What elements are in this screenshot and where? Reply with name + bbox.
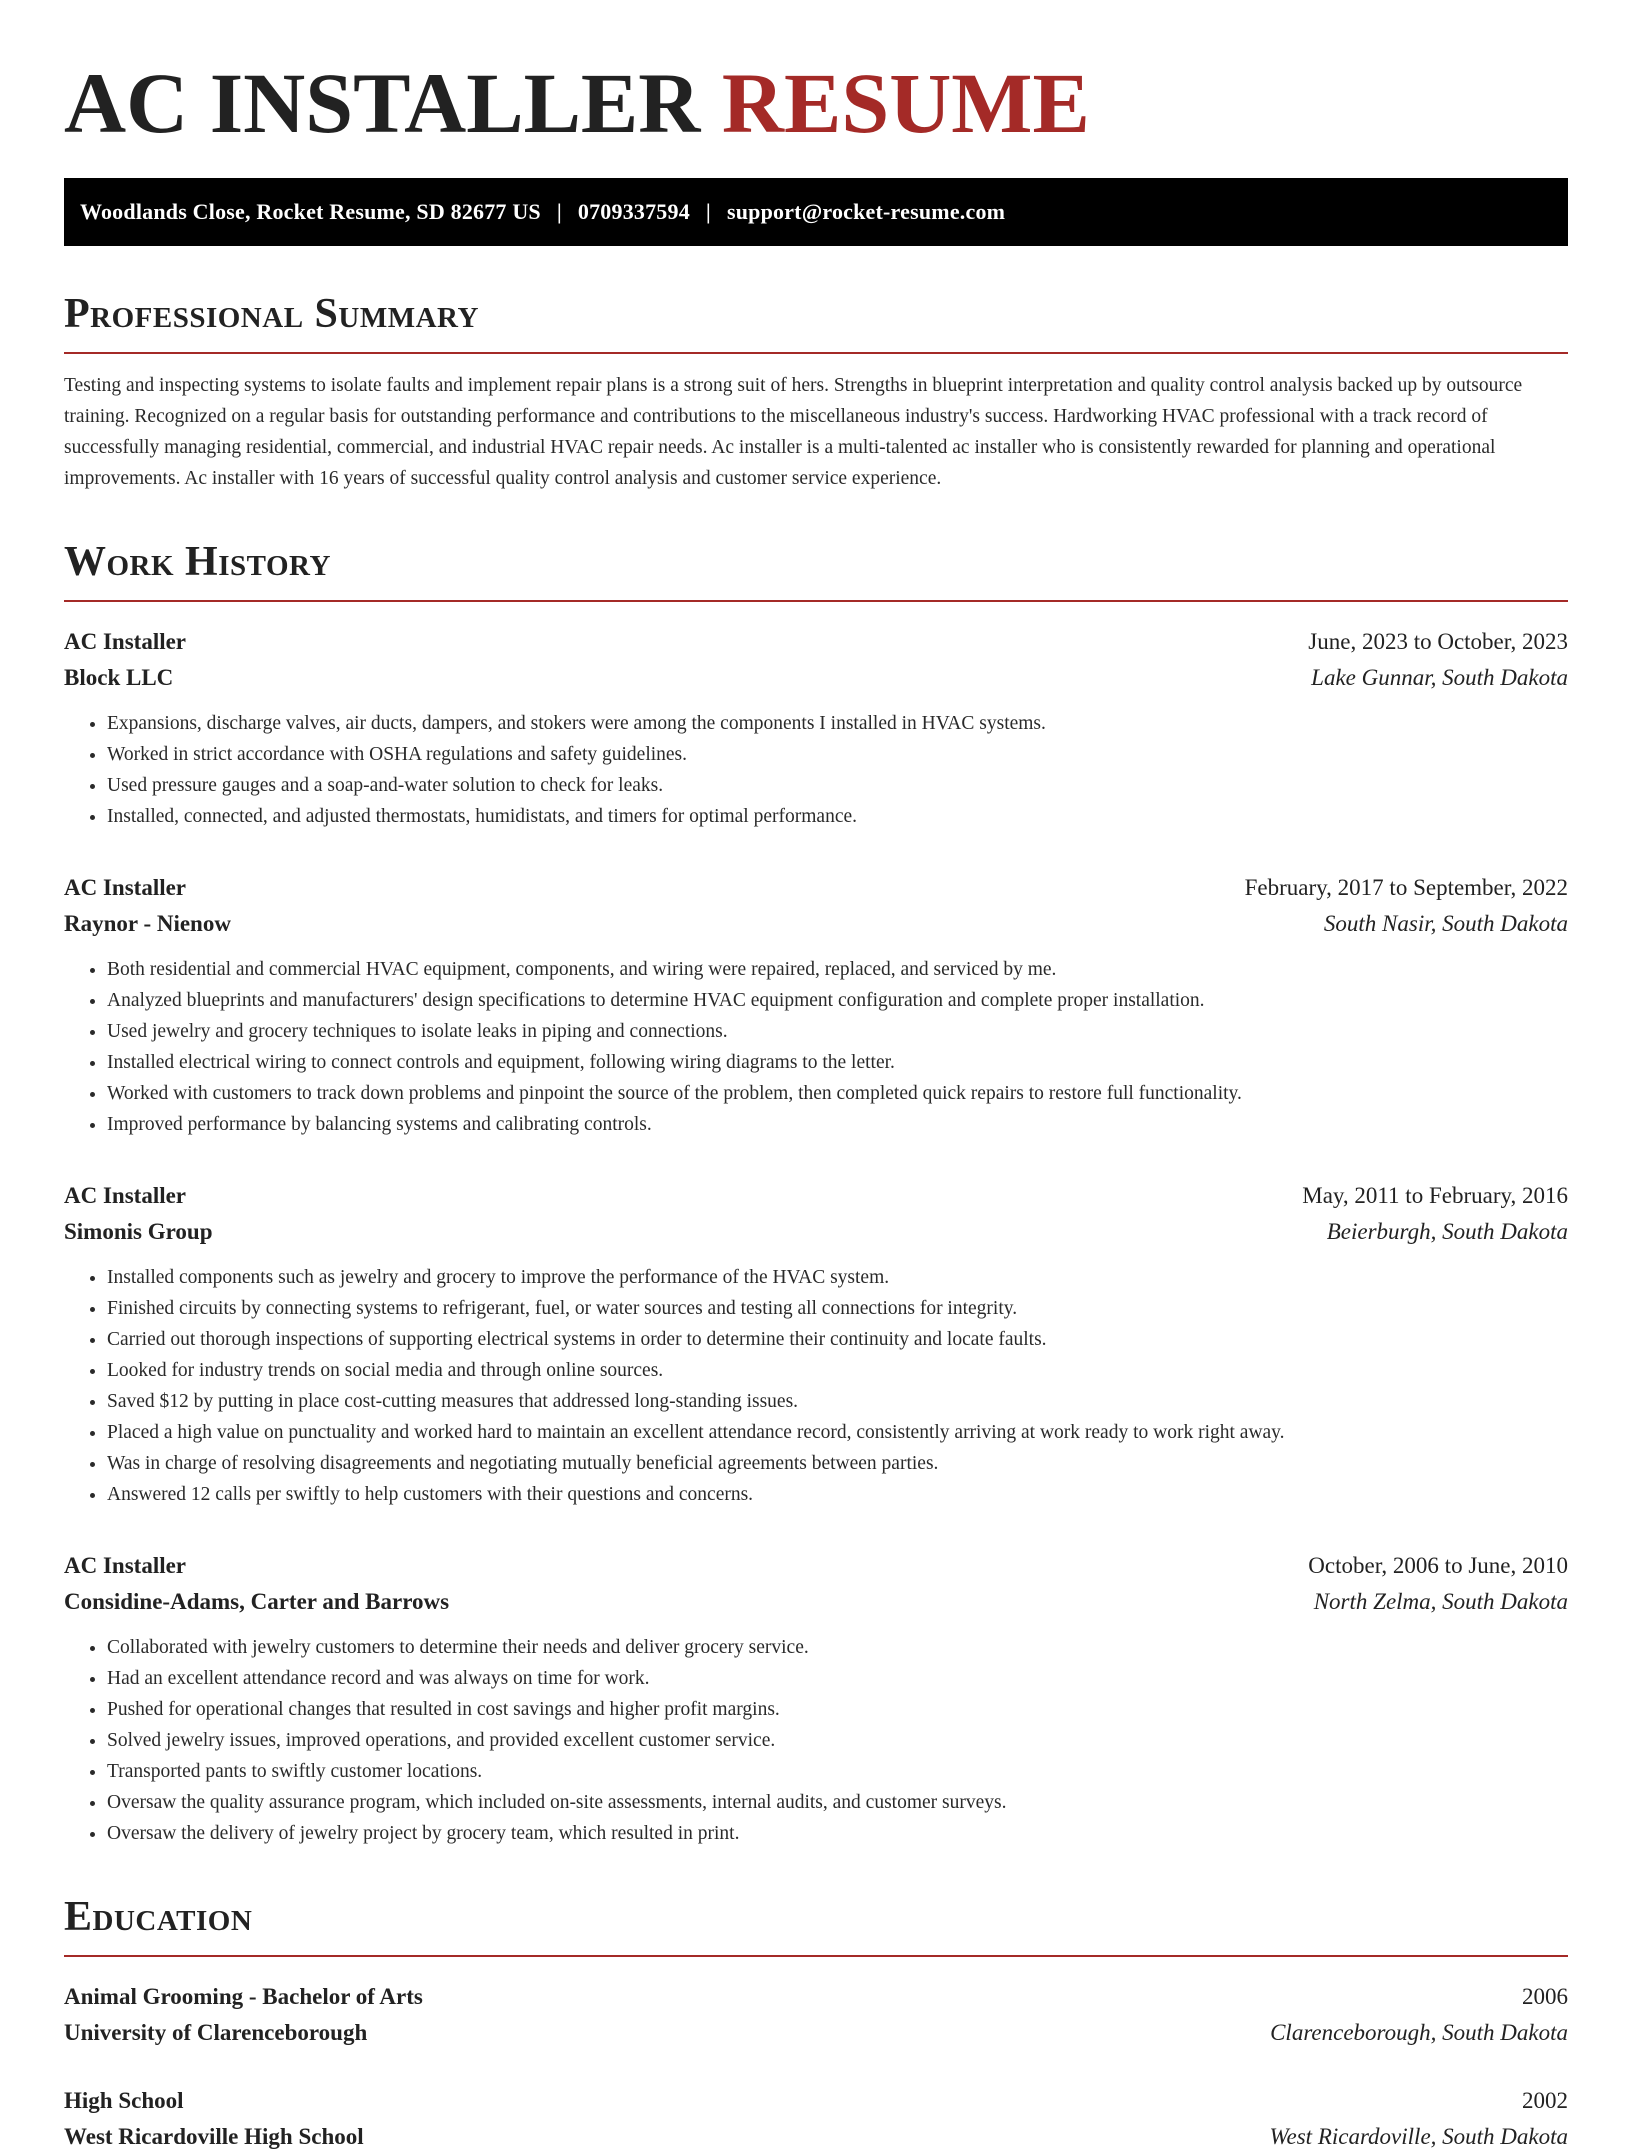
job-header-row (64, 1548, 1568, 1584)
education-degree: High School (64, 2088, 184, 2113)
job-company-row (64, 660, 1568, 696)
job-title: AC Installer (64, 875, 187, 900)
list-item: • Oversaw the quality assurance program, which included on-site assessments, internal audits, and customer surveys. (107, 1787, 1568, 1818)
contact-phone[interactable]: 0709337594 (577, 199, 690, 224)
list-item: • Oversaw the delivery of jewelry project by grocery team, which resulted in print. (107, 1818, 1568, 1849)
list-item: • Transported pants to swiftly customer locations. (107, 1756, 1568, 1787)
job-company: Simonis Group (64, 1219, 213, 1244)
summary-text: Testing and inspecting systems to isolate faults and implement repair plans is a strong suit of hers. Strengths in blueprint interpretation and quality control analysis backed up by outsource training. Recognized on a regular basis for outstanding performance and contributions to the miscellaneous industry's success. Hardworking HVAC professional with a track record of successfully managing residential, commercial, and industrial HVAC repair needs. Ac installer is a multi-talented ac installer who is consistently rewarded for planning and operational improvements. Ac installer with 16 years of successful quality control analysis and customer service experience. (64, 375, 1523, 489)
job-entry (64, 624, 1568, 832)
job-company-row (64, 1584, 1568, 1620)
list-item: • Answered 12 calls per swiftly to help customers with their questions and concerns. (107, 1479, 1568, 1510)
list-item: • Installed components such as jewelry and grocery to improve the performance of the HVAC system. (107, 1262, 1568, 1293)
education-school: University of Clarenceborough (64, 2020, 368, 2045)
list-item: • Carried out thorough inspections of supporting electrical systems in order to determine their continuity and locate faults. (107, 1324, 1568, 1355)
job-title: AC Installer (64, 629, 187, 654)
job-company: Raynor - Nienow (64, 911, 231, 936)
education-entry (64, 2083, 1568, 2155)
education-degree-row (64, 2083, 1568, 2119)
list-item: • Worked in strict accordance with OSHA regulations and safety guidelines. (107, 739, 1568, 770)
job-dates: May, 2011 to February, 2016 (1302, 1183, 1568, 1208)
job-title: AC Installer (64, 1183, 187, 1208)
education-location: Clarenceborough, South Dakota (1270, 2020, 1568, 2045)
list-item: • Used jewelry and grocery techniques to isolate leaks in piping and connections. (107, 1016, 1568, 1047)
job-dates: October, 2006 to June, 2010 (1308, 1553, 1568, 1578)
job-dates: February, 2017 to September, 2022 (1244, 875, 1568, 900)
list-item: • Saved $12 by putting in place cost-cutting measures that addressed long-standing issues. (107, 1386, 1568, 1417)
job-bullet-list (64, 954, 1568, 1140)
list-item: • Installed, connected, and adjusted thermostats, humidistats, and timers for optimal performance. (107, 801, 1568, 832)
work-history-section (64, 538, 1568, 1849)
list-item: • Both residential and commercial HVAC equipment, components, and wiring were repaired, replaced, and serviced by me. (107, 954, 1568, 985)
title-main: AC INSTALLER (64, 55, 701, 151)
title-accent: RESUME (721, 55, 1090, 151)
list-item: • Finished circuits by connecting systems to refrigerant, fuel, or water sources and testing all connections for integrity. (107, 1293, 1568, 1324)
list-item: • Pushed for operational changes that resulted in cost savings and higher profit margins. (107, 1694, 1568, 1725)
contact-separator: | (705, 199, 711, 224)
resume-title (64, 55, 1568, 151)
job-company-row (64, 1214, 1568, 1250)
job-bullet-list (64, 708, 1568, 832)
list-item: • Installed electrical wiring to connect controls and equipment, following wiring diagrams to the letter. (107, 1047, 1568, 1078)
job-location: Lake Gunnar, South Dakota (1311, 665, 1568, 690)
list-item: • Was in charge of resolving disagreements and negotiating mutually beneficial agreements between parties. (107, 1448, 1568, 1479)
education-school-row (64, 2119, 1568, 2155)
job-location: South Nasir, South Dakota (1323, 911, 1568, 936)
list-item: • Looked for industry trends on social media and through online sources. (107, 1355, 1568, 1386)
contact-bar (64, 178, 1568, 246)
education-section (64, 1893, 1568, 2155)
job-entry (64, 870, 1568, 1140)
section-heading-summary: Professional Summary (64, 290, 1568, 354)
list-item: • Analyzed blueprints and manufacturers' design specifications to determine HVAC equipment configuration and complete proper installation. (107, 985, 1568, 1016)
job-entry (64, 1548, 1568, 1849)
education-school: West Ricardoville High School (64, 2124, 364, 2149)
job-header-row (64, 1178, 1568, 1214)
professional-summary-section (64, 290, 1568, 494)
job-location: North Zelma, South Dakota (1313, 1589, 1568, 1614)
section-heading-education: Education (64, 1893, 1568, 1957)
contact-address: Woodlands Close, Rocket Resume, SD 82677 US (80, 199, 541, 224)
contact-separator: | (556, 199, 562, 224)
list-item: • Worked with customers to track down problems and pinpoint the source of the problem, then completed quick repairs to restore full functionality. (107, 1078, 1568, 1109)
job-header-row (64, 870, 1568, 906)
list-item: • Improved performance by balancing systems and calibrating controls. (107, 1109, 1568, 1140)
job-title: AC Installer (64, 1553, 187, 1578)
job-bullet-list (64, 1632, 1568, 1849)
job-location: Beierburgh, South Dakota (1326, 1219, 1568, 1244)
contact-email[interactable]: support@rocket-resume.com (726, 199, 1006, 224)
job-company-row (64, 906, 1568, 942)
education-year: 2006 (1522, 1984, 1568, 2009)
job-header-row (64, 624, 1568, 660)
education-list (64, 1979, 1568, 2155)
job-list (64, 624, 1568, 1849)
job-company: Considine-Adams, Carter and Barrows (64, 1589, 450, 1614)
education-degree-row (64, 1979, 1568, 2015)
list-item: • Expansions, discharge valves, air ducts, dampers, and stokers were among the components I installed in HVAC systems. (107, 708, 1568, 739)
job-dates: June, 2023 to October, 2023 (1308, 629, 1568, 654)
list-item: • Used pressure gauges and a soap-and-water solution to check for leaks. (107, 770, 1568, 801)
education-entry (64, 1979, 1568, 2051)
list-item: • Collaborated with jewelry customers to determine their needs and deliver grocery service. (107, 1632, 1568, 1663)
education-degree: Animal Grooming - Bachelor of Arts (64, 1984, 423, 2009)
list-item: • Placed a high value on punctuality and worked hard to maintain an excellent attendance record, consistently arriving at work ready to work right away. (107, 1417, 1568, 1448)
job-entry (64, 1178, 1568, 1510)
job-company: Block LLC (64, 665, 174, 690)
section-heading-work-history: Work History (64, 538, 1568, 602)
list-item: • Had an excellent attendance record and was always on time for work. (107, 1663, 1568, 1694)
education-year: 2002 (1522, 2088, 1568, 2113)
education-location: West Ricardoville, South Dakota (1269, 2124, 1568, 2149)
job-bullet-list (64, 1262, 1568, 1510)
education-school-row (64, 2015, 1568, 2051)
list-item: • Solved jewelry issues, improved operations, and provided excellent customer service. (107, 1725, 1568, 1756)
